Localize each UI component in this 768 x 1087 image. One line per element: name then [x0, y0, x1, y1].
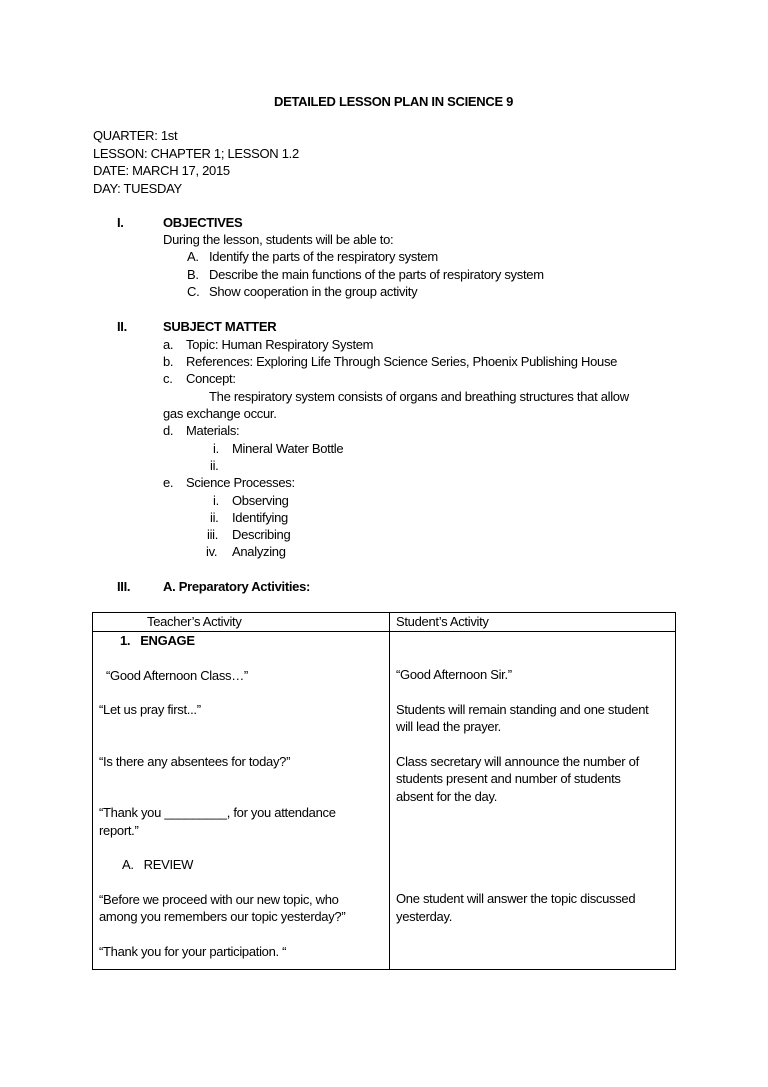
teacher-participation: “Thank you for your participation. “: [99, 943, 287, 959]
student-secretary: Class secretary will announce the number of: [396, 753, 639, 769]
list-marker: ii.: [210, 458, 219, 473]
teacher-column-header: Teacher’s Activity: [93, 613, 390, 632]
review-heading: A. REVIEW: [122, 857, 194, 872]
teacher-greeting: “Good Afternoon Class…”: [106, 667, 248, 683]
concept-label: Concept:: [186, 371, 236, 386]
objective-item: Identify the parts of the respiratory system: [209, 249, 438, 264]
objectives-intro: During the lesson, students will be able to:: [163, 232, 394, 247]
teacher-thanks: report.”: [99, 822, 139, 838]
list-marker: e.: [163, 475, 174, 490]
material-item: Mineral Water Bottle: [232, 441, 344, 456]
lesson-line: LESSON: CHAPTER 1; LESSON 1.2: [93, 146, 299, 161]
section-number: III.: [117, 579, 131, 594]
objectives-heading: OBJECTIVES: [163, 215, 243, 230]
list-marker: c.: [163, 371, 173, 386]
list-marker: ii.: [210, 510, 219, 525]
engage-heading: 1. ENGAGE: [120, 633, 195, 648]
student-secretary: students present and number of students: [396, 771, 621, 786]
materials-label: Materials:: [186, 423, 240, 438]
student-column-header: Student’s Activity: [390, 613, 676, 632]
teacher-absentees: “Is there any absentees for today?”: [99, 753, 291, 769]
section-number: II.: [117, 319, 127, 334]
teacher-pray: “Let us pray first...”: [99, 702, 201, 717]
teacher-activity-cell: [93, 632, 390, 970]
list-marker: b.: [163, 354, 174, 369]
teacher-review-question: “Before we proceed with our new topic, who: [99, 891, 339, 907]
process-item: Observing: [232, 493, 289, 508]
list-marker: A.: [187, 249, 199, 264]
student-answer: yesterday.: [396, 908, 453, 924]
preparatory-heading: A. Preparatory Activities:: [163, 579, 311, 594]
list-marker: d.: [163, 423, 174, 438]
student-prayer: Students will remain standing and one student: [396, 701, 649, 717]
list-marker: i.: [213, 493, 219, 508]
list-marker: 1.: [120, 633, 131, 648]
date-line: DATE: MARCH 17, 2015: [93, 163, 230, 178]
student-answer: One student will answer the topic discussed: [396, 891, 636, 906]
objective-item: Describe the main functions of the parts of respiratory system: [209, 267, 544, 282]
concept-text: The respiratory system consists of organs and breathing structures that allow: [209, 389, 629, 404]
process-item: Identifying: [232, 510, 288, 525]
list-marker: i.: [213, 441, 219, 456]
topic-line: Topic: Human Respiratory System: [186, 337, 374, 352]
references-line: References: Exploring Life Through Science Series, Phoenix Publishing House: [186, 354, 618, 369]
list-marker: B.: [187, 267, 199, 282]
objective-item: Show cooperation in the group activity: [209, 284, 418, 299]
page-title: DETAILED LESSON PLAN IN SCIENCE 9: [274, 94, 514, 109]
day-line: DAY: TUESDAY: [93, 181, 182, 196]
list-marker: iv.: [206, 544, 218, 559]
teacher-thanks: “Thank you _________, for you attendance: [99, 805, 336, 820]
list-marker: C.: [187, 284, 200, 299]
table-header-row: [93, 613, 676, 632]
process-item: Analyzing: [232, 544, 286, 559]
section-number: I.: [117, 215, 124, 230]
student-greeting: “Good Afternoon Sir.”: [396, 667, 512, 682]
teacher-review-question: among you remembers our topic yesterday?”: [99, 909, 346, 924]
student-prayer: will lead the prayer.: [396, 719, 501, 734]
subject-matter-heading: SUBJECT MATTER: [163, 319, 277, 334]
list-marker: a.: [163, 337, 174, 352]
list-marker: iii.: [207, 527, 219, 542]
student-secretary: absent for the day.: [396, 788, 498, 804]
quarter-line: QUARTER: 1st: [93, 128, 178, 143]
list-marker: A.: [122, 857, 134, 872]
process-item: Describing: [232, 527, 291, 542]
concept-text: gas exchange occur.: [163, 406, 277, 421]
processes-label: Science Processes:: [186, 475, 295, 490]
activity-table: [92, 612, 676, 970]
table-row: [93, 632, 676, 970]
student-activity-cell: [390, 632, 676, 970]
